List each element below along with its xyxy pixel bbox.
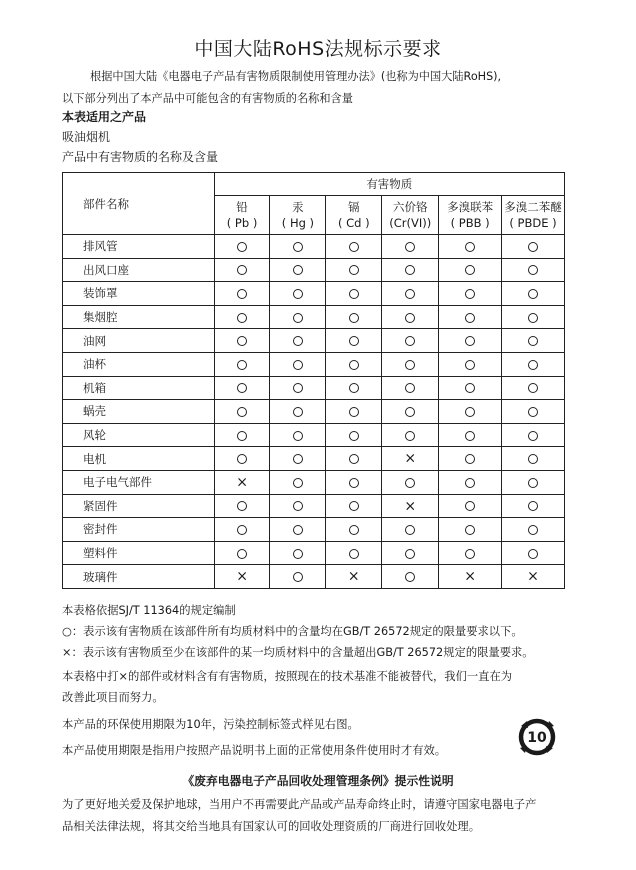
- part-name-header: 部件名称: [63, 173, 215, 235]
- circle-mark-icon: [528, 407, 538, 417]
- substance-mark-cell: [214, 423, 270, 447]
- substance-mark-cell: [270, 329, 326, 353]
- substance-mark-cell: [270, 258, 326, 282]
- substance-mark-cell: [214, 376, 270, 400]
- circle-mark-icon: [465, 313, 475, 323]
- substance-mark-cell: [326, 518, 382, 542]
- substance-mark-cell: [326, 235, 382, 259]
- note-circle: ○：表示该有害物质在该部件所有均质材料中的含量均在GB/T 26572规定的限量要求以下。: [62, 625, 523, 638]
- part-name-cell: 风轮: [63, 423, 215, 447]
- substance-mark-cell: [502, 470, 565, 494]
- circle-mark-icon: [528, 478, 538, 488]
- circle-mark-icon: [293, 242, 303, 252]
- substance-header-cell: [502, 196, 565, 235]
- substance-mark-cell: [214, 470, 270, 494]
- circle-mark-icon: [237, 313, 247, 323]
- circle-mark-icon: [528, 313, 538, 323]
- substance-mark-cell: [326, 541, 382, 565]
- circle-mark-icon: [528, 265, 538, 275]
- circle-mark-icon: [349, 383, 359, 393]
- substance-symbol: ( Hg ): [281, 216, 315, 230]
- substance-mark-cell: [270, 470, 326, 494]
- cross-mark-icon: ×: [464, 568, 476, 585]
- notes-block: [62, 600, 592, 663]
- circle-mark-icon: [293, 478, 303, 488]
- substance-mark-cell: [326, 470, 382, 494]
- circle-mark-icon: [465, 360, 475, 370]
- substance-mark-cell: [326, 400, 382, 424]
- substance-mark-cell: [439, 258, 502, 282]
- circle-mark-icon: [405, 289, 415, 299]
- circle-mark-icon: [405, 313, 415, 323]
- substance-symbol: ( Cd ): [337, 216, 370, 230]
- substance-mark-cell: [214, 400, 270, 424]
- part-name-cell: 玻璃件: [63, 565, 215, 589]
- circle-mark-icon: [349, 242, 359, 252]
- substance-mark-cell: [382, 258, 439, 282]
- substance-symbol: ( PBB ): [450, 216, 490, 230]
- substance-mark-cell: [270, 565, 326, 589]
- note-cross: ×：表示该有害物质至少在该部件的某一均质材料中的含量超出GB/T 26572规定的限量要求。: [62, 646, 534, 659]
- circle-mark-icon: [349, 525, 359, 535]
- substance-mark-cell: [502, 352, 565, 376]
- circle-mark-icon: [465, 336, 475, 346]
- part-name-cell: 集烟腔: [63, 305, 215, 329]
- substance-mark-cell: [270, 305, 326, 329]
- substance-mark-cell: [439, 541, 502, 565]
- recycle-line-2: 品相关法律法规，将其交给当地具有国家认可的回收处理资质的厂商进行回收处理。: [62, 820, 480, 833]
- circle-mark-icon: [465, 478, 475, 488]
- substitution-paragraph: [62, 666, 582, 708]
- table-row: [63, 400, 565, 424]
- cross-mark-icon: ×: [236, 568, 248, 585]
- part-name-cell: 电机: [63, 447, 215, 471]
- recycle-heading: 《废弃电器电子产品回收处理管理条例》提示性说明: [182, 774, 454, 788]
- note-basis: 本表格依据SJ/T 11364的规定编制: [62, 604, 236, 617]
- cross-mark-icon: ×: [347, 568, 360, 585]
- part-name-cell: 密封件: [63, 518, 215, 542]
- environment-period-text: 本产品的环保使用期限为10年，污染控制标签式样见右图。: [62, 718, 359, 731]
- substance-mark-cell: [270, 352, 326, 376]
- substance-mark-cell: [326, 282, 382, 306]
- substance-name: 多溴联苯: [447, 200, 494, 214]
- table-row: [63, 352, 565, 376]
- circle-mark-icon: [237, 501, 247, 511]
- circle-mark-icon: [237, 360, 247, 370]
- substance-mark-cell: [382, 470, 439, 494]
- substance-mark-cell: [382, 400, 439, 424]
- circle-mark-icon: [405, 383, 415, 393]
- table-row: [63, 258, 565, 282]
- substance-mark-cell: [270, 541, 326, 565]
- circle-mark-icon: [293, 265, 303, 275]
- substance-header-cell: [382, 196, 439, 235]
- substance-mark-cell: [270, 518, 326, 542]
- circle-mark-icon: [405, 431, 415, 441]
- circle-mark-icon: [405, 549, 415, 559]
- substance-mark-cell: [502, 235, 565, 259]
- circle-mark-icon: [349, 478, 359, 488]
- circle-mark-icon: [349, 431, 359, 441]
- use-period-text: 本产品使用期限是指用户按照产品说明书上面的正常使用条件使用时才有效。: [62, 744, 447, 757]
- substance-mark-cell: [382, 329, 439, 353]
- substance-mark-cell: [502, 447, 565, 471]
- substance-mark-cell: [382, 235, 439, 259]
- substance-mark-cell: [502, 494, 565, 518]
- circle-mark-icon: [349, 313, 359, 323]
- part-name-cell: 油杯: [63, 352, 215, 376]
- substance-mark-cell: [326, 329, 382, 353]
- cross-mark-icon: ×: [236, 474, 248, 491]
- part-name-cell: 机箱: [63, 376, 215, 400]
- part-name-cell: 装饰罩: [63, 282, 215, 306]
- circle-mark-icon: [465, 454, 475, 464]
- substance-mark-cell: [326, 376, 382, 400]
- substance-header-cell: [270, 196, 326, 235]
- substance-mark-cell: [214, 235, 270, 259]
- circle-mark-icon: [528, 242, 538, 252]
- table-row: [63, 423, 565, 447]
- substance-mark-cell: [439, 305, 502, 329]
- substance-mark-cell: [502, 258, 565, 282]
- substance-mark-cell: [214, 352, 270, 376]
- circle-mark-icon: [465, 265, 475, 275]
- substance-mark-cell: [270, 282, 326, 306]
- circle-mark-icon: [237, 549, 247, 559]
- circle-mark-icon: [349, 549, 359, 559]
- substance-mark-cell: [502, 329, 565, 353]
- table-row: [63, 494, 565, 518]
- substance-mark-cell: [214, 518, 270, 542]
- recycle-line-1: 为了更好地关爱及保护地球，当用户不再需要此产品或产品寿命终止时，请遵守国家电器电子产: [62, 798, 537, 811]
- circle-mark-icon: [405, 360, 415, 370]
- substance-mark-cell: [439, 352, 502, 376]
- substance-name: 镉: [348, 200, 360, 214]
- substance-mark-cell: [214, 329, 270, 353]
- substance-mark-cell: [439, 423, 502, 447]
- intro-line-2: 以下部分列出了本产品中可能包含的有害物质的名称和含量: [62, 92, 353, 105]
- circle-mark-icon: [465, 383, 475, 393]
- circle-mark-icon: [349, 407, 359, 417]
- substance-mark-cell: [270, 447, 326, 471]
- circle-mark-icon: [465, 289, 475, 299]
- substance-mark-cell: [382, 447, 439, 471]
- substance-mark-cell: [214, 541, 270, 565]
- table-row: [63, 447, 565, 471]
- cross-mark-icon: ×: [527, 568, 539, 585]
- substance-mark-cell: [502, 541, 565, 565]
- substance-mark-cell: [502, 400, 565, 424]
- circle-mark-icon: [465, 501, 475, 511]
- substance-mark-cell: [214, 305, 270, 329]
- substance-mark-cell: [382, 423, 439, 447]
- circle-mark-icon: [293, 549, 303, 559]
- epup-logo-number: 10: [527, 730, 547, 746]
- circle-mark-icon: [405, 525, 415, 535]
- substance-mark-cell: [326, 447, 382, 471]
- substance-mark-cell: [382, 494, 439, 518]
- circle-mark-icon: [405, 265, 415, 275]
- circle-mark-icon: [349, 336, 359, 346]
- circle-mark-icon: [405, 336, 415, 346]
- substance-mark-cell: [502, 305, 565, 329]
- substance-mark-cell: [439, 235, 502, 259]
- epup-10-year-logo-icon: [516, 716, 558, 758]
- circle-mark-icon: [349, 360, 359, 370]
- part-name-cell: 塑料件: [63, 541, 215, 565]
- para2-line-2: 改善此项目而努力。: [62, 691, 164, 704]
- part-name-cell: 电子电气部件: [63, 470, 215, 494]
- circle-mark-icon: [349, 454, 359, 464]
- substance-mark-cell: [439, 518, 502, 542]
- substance-name: 铅: [236, 200, 248, 214]
- substance-symbol: ( Pb ): [226, 216, 258, 230]
- substance-mark-cell: [502, 376, 565, 400]
- substance-mark-cell: [439, 447, 502, 471]
- substance-mark-cell: [439, 470, 502, 494]
- circle-mark-icon: [293, 336, 303, 346]
- substance-mark-cell: [326, 423, 382, 447]
- circle-mark-icon: [528, 360, 538, 370]
- circle-mark-icon: [528, 501, 538, 511]
- substance-mark-cell: [382, 352, 439, 376]
- substance-mark-cell: [214, 447, 270, 471]
- substance-mark-cell: [214, 258, 270, 282]
- circle-mark-icon: [293, 407, 303, 417]
- substance-header-cell: [326, 196, 382, 235]
- substance-mark-cell: [270, 400, 326, 424]
- part-name-cell: 油网: [63, 329, 215, 353]
- circle-mark-icon: [528, 336, 538, 346]
- substance-mark-cell: [439, 329, 502, 353]
- circle-mark-icon: [237, 242, 247, 252]
- circle-mark-icon: [465, 549, 475, 559]
- scope-heading: 本表适用之产品: [62, 110, 147, 124]
- table-body: [63, 235, 565, 589]
- substance-mark-cell: [382, 518, 439, 542]
- substance-mark-cell: [439, 565, 502, 589]
- circle-mark-icon: [237, 336, 247, 346]
- circle-mark-icon: [405, 572, 415, 582]
- substance-mark-cell: [382, 541, 439, 565]
- part-name-cell: 出风口座: [63, 258, 215, 282]
- circle-mark-icon: [293, 454, 303, 464]
- substance-mark-cell: [382, 565, 439, 589]
- circle-mark-icon: [237, 525, 247, 535]
- substance-mark-cell: [214, 282, 270, 306]
- substance-mark-cell: [382, 282, 439, 306]
- substance-mark-cell: [439, 282, 502, 306]
- substance-mark-cell: [270, 235, 326, 259]
- circle-mark-icon: [293, 383, 303, 393]
- substance-mark-cell: [502, 565, 565, 589]
- table-row: [63, 329, 565, 353]
- hazardous-substance-table: [62, 172, 565, 589]
- substance-symbol: ( PBDE ): [509, 216, 557, 230]
- scope-product: 吸油烟机: [62, 130, 111, 144]
- table-row: [63, 282, 565, 306]
- substance-name: 六价铬: [392, 200, 428, 214]
- table-caption: 产品中有害物质的名称及含量: [62, 150, 219, 164]
- substances-group-header: 有害物质: [214, 173, 564, 196]
- circle-mark-icon: [293, 289, 303, 299]
- substance-header-cell: [439, 196, 502, 235]
- circle-mark-icon: [465, 242, 475, 252]
- recycle-paragraph: [62, 794, 592, 838]
- table-row: [63, 376, 565, 400]
- substance-header-cell: [214, 196, 270, 235]
- circle-mark-icon: [528, 289, 538, 299]
- circle-mark-icon: [237, 265, 247, 275]
- substance-mark-cell: [439, 376, 502, 400]
- substance-mark-cell: [270, 376, 326, 400]
- substance-symbol: (Cr(VI)): [389, 216, 432, 230]
- para2-line-1: 本表格中打×的部件或材料含有有害物质，按照现在的技术基准不能被替代，我们一直在为: [62, 670, 513, 683]
- substance-mark-cell: [382, 305, 439, 329]
- circle-mark-icon: [349, 289, 359, 299]
- circle-mark-icon: [528, 431, 538, 441]
- circle-mark-icon: [405, 407, 415, 417]
- circle-mark-icon: [237, 383, 247, 393]
- circle-mark-icon: [528, 454, 538, 464]
- part-name-cell: 紧固件: [63, 494, 215, 518]
- circle-mark-icon: [237, 289, 247, 299]
- substance-mark-cell: [270, 494, 326, 518]
- circle-mark-icon: [405, 478, 415, 488]
- circle-mark-icon: [237, 454, 247, 464]
- table-row: [63, 235, 565, 259]
- substance-mark-cell: [326, 258, 382, 282]
- circle-mark-icon: [293, 313, 303, 323]
- substance-mark-cell: [502, 518, 565, 542]
- circle-mark-icon: [237, 431, 247, 441]
- substance-mark-cell: [502, 423, 565, 447]
- substance-mark-cell: [439, 400, 502, 424]
- substance-mark-cell: [326, 352, 382, 376]
- circle-mark-icon: [528, 525, 538, 535]
- substance-mark-cell: [214, 565, 270, 589]
- table-row: [63, 305, 565, 329]
- circle-mark-icon: [465, 525, 475, 535]
- intro-paragraph: [62, 66, 582, 110]
- table-row: [63, 541, 565, 565]
- part-name-cell: 排风管: [63, 235, 215, 259]
- circle-mark-icon: [349, 501, 359, 511]
- part-name-cell: 蜗壳: [63, 400, 215, 424]
- circle-mark-icon: [293, 431, 303, 441]
- intro-line-1: 根据中国大陆《电器电子产品有害物质限制使用管理办法》(也称为中国大陆RoHS),: [90, 70, 502, 83]
- circle-mark-icon: [293, 525, 303, 535]
- substance-name: 多溴二苯醚: [504, 200, 562, 214]
- circle-mark-icon: [293, 572, 303, 582]
- substance-mark-cell: [270, 423, 326, 447]
- page-title: 中国大陆RoHS法规标示要求: [194, 38, 442, 60]
- table-row: [63, 565, 565, 589]
- substance-mark-cell: [326, 305, 382, 329]
- circle-mark-icon: [465, 407, 475, 417]
- substance-name: 汞: [292, 200, 304, 214]
- circle-mark-icon: [293, 360, 303, 370]
- circle-mark-icon: [405, 242, 415, 252]
- circle-mark-icon: [528, 549, 538, 559]
- substance-mark-cell: [382, 376, 439, 400]
- table-row: [63, 518, 565, 542]
- cross-mark-icon: ×: [404, 450, 417, 467]
- substance-mark-cell: [326, 494, 382, 518]
- circle-mark-icon: [237, 407, 247, 417]
- table-row: [63, 470, 565, 494]
- cross-mark-icon: ×: [404, 498, 417, 515]
- substance-mark-cell: [214, 494, 270, 518]
- circle-mark-icon: [293, 501, 303, 511]
- circle-mark-icon: [465, 431, 475, 441]
- substance-mark-cell: [326, 565, 382, 589]
- substance-mark-cell: [439, 494, 502, 518]
- substance-mark-cell: [502, 282, 565, 306]
- circle-mark-icon: [528, 383, 538, 393]
- circle-mark-icon: [349, 265, 359, 275]
